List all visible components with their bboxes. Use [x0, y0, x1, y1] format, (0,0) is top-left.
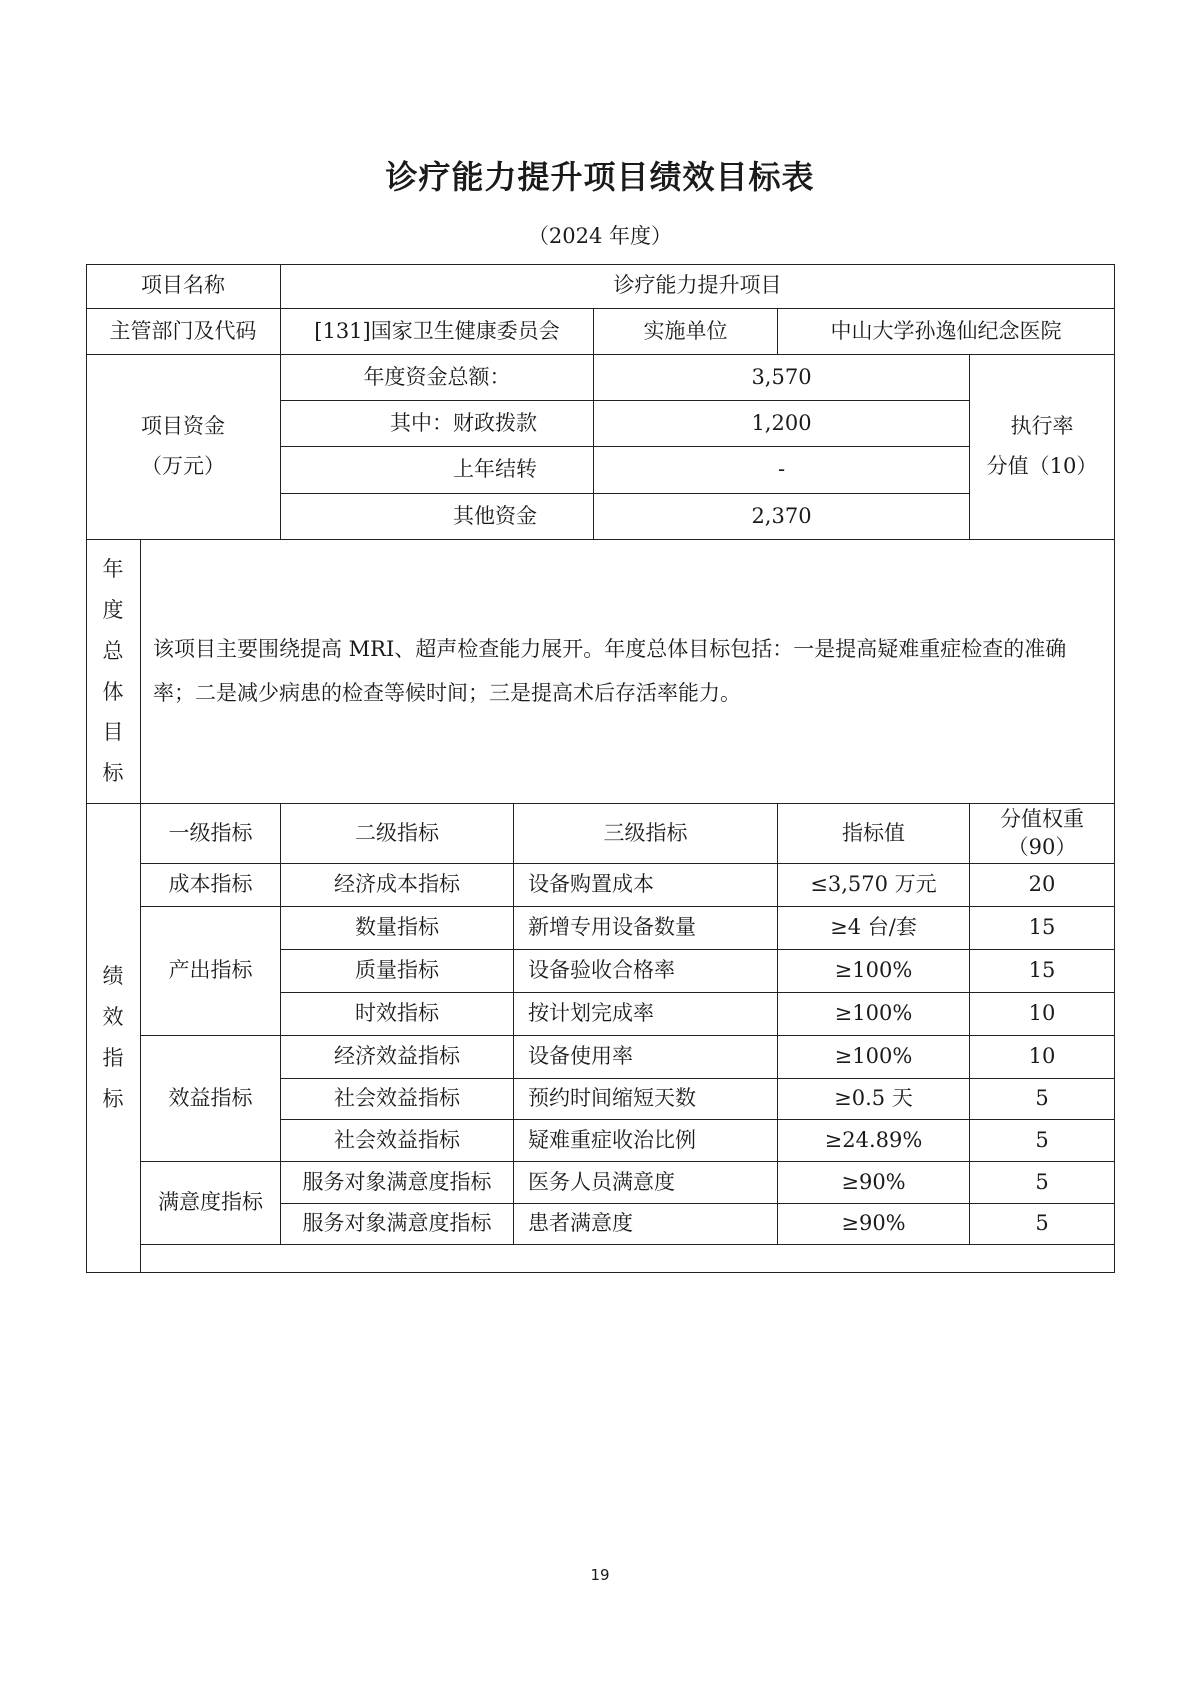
vertical-label-char: 标: [102, 1086, 124, 1111]
level2-cell: 数量指标: [281, 907, 514, 950]
level2-cell: 经济效益指标: [281, 1036, 514, 1079]
page-number: 19: [590, 1566, 610, 1584]
weight-cell: 5: [970, 1120, 1115, 1162]
level3-cell: 医务人员满意度: [514, 1162, 778, 1204]
level3-cell: 新增专用设备数量: [514, 907, 778, 950]
value-cell: ≥90%: [778, 1204, 970, 1245]
level3-cell: 预约时间缩短天数: [514, 1079, 778, 1120]
level2-cell: 经济成本指标: [281, 864, 514, 907]
vertical-label-char: 年: [102, 556, 124, 581]
funds-fiscal-label: 其中：财政拨款: [281, 401, 594, 447]
value-cell: ≤3,570 万元: [778, 864, 970, 907]
weight-cell: 20: [970, 864, 1115, 907]
level1-cell: 满意度指标: [141, 1162, 281, 1245]
value-cell: ≥24.89%: [778, 1120, 970, 1162]
level1-cell: 效益指标: [141, 1036, 281, 1162]
vertical-label-char: 目: [102, 720, 124, 745]
weight-cell: 5: [970, 1079, 1115, 1120]
funds-other-label: 其他资金: [281, 494, 594, 540]
unit-value: 中山大学孙逸仙纪念医院: [778, 309, 1115, 355]
funds-total-label: 年度资金总额：: [281, 355, 594, 401]
weight-cell: 5: [970, 1162, 1115, 1204]
execution-rate-cell: [970, 355, 1115, 540]
annual-goal-text: 该项目主要围绕提高 MRI、超声检查能力展开。年度总体目标包括：一是提高疑难重症检查的准确率；二是减少病患的检查等候时间；三是提高术后存活率能力。: [141, 540, 1115, 804]
header-weight-line1: 分值权重: [1000, 807, 1084, 832]
weight-cell: 15: [970, 950, 1115, 993]
execution-rate-line1: 执行率: [1010, 414, 1074, 439]
level2-cell: 社会效益指标: [281, 1120, 514, 1162]
level2-cell: 服务对象满意度指标: [281, 1204, 514, 1245]
header-value: 指标值: [778, 804, 970, 864]
value-cell: ≥100%: [778, 993, 970, 1036]
value-cell: ≥4 台/套: [778, 907, 970, 950]
level1-cell: 成本指标: [141, 864, 281, 907]
header-weight: [970, 804, 1115, 864]
level3-cell: 设备购置成本: [514, 864, 778, 907]
header-level1: 一级指标: [141, 804, 281, 864]
vertical-label-char: 总: [102, 638, 124, 663]
header-level3: 三级指标: [514, 804, 778, 864]
performance-target-table: [86, 264, 1115, 1273]
funds-label-line2: （万元）: [141, 454, 225, 478]
funds-carryover-value: -: [594, 447, 970, 494]
page-title: 诊疗能力提升项目绩效目标表: [385, 158, 815, 196]
level3-cell: 设备使用率: [514, 1036, 778, 1079]
dept-value: [131]国家卫生健康委员会: [281, 309, 594, 355]
level2-cell: 服务对象满意度指标: [281, 1162, 514, 1204]
dept-label: 主管部门及代码: [86, 309, 281, 355]
funds-fiscal-value: 1,200: [594, 401, 970, 447]
value-cell: ≥90%: [778, 1162, 970, 1204]
vertical-label-char: 指: [102, 1046, 124, 1070]
level2-cell: 时效指标: [281, 993, 514, 1036]
funds-label-line1: 项目资金: [141, 414, 225, 439]
unit-label: 实施单位: [594, 309, 778, 355]
weight-cell: 10: [970, 1036, 1115, 1079]
funds-total-value: 3,570: [594, 355, 970, 401]
weight-cell: 5: [970, 1204, 1115, 1245]
header-weight-line2: （90）: [1007, 834, 1077, 859]
vertical-label-char: 标: [102, 761, 124, 786]
funds-other-value: 2,370: [594, 494, 970, 540]
execution-rate-line2: 分值（10）: [986, 454, 1098, 478]
annual-goal-label: [86, 540, 141, 804]
funds-label: [86, 355, 281, 540]
value-cell: ≥0.5 天: [778, 1079, 970, 1120]
vertical-label-char: 绩: [102, 964, 124, 989]
vertical-label-char: 体: [102, 679, 124, 704]
weight-cell: 15: [970, 907, 1115, 950]
level2-cell: 社会效益指标: [281, 1079, 514, 1120]
value-cell: ≥100%: [778, 950, 970, 993]
weight-cell: 10: [970, 993, 1115, 1036]
vertical-label-char: 度: [102, 597, 124, 622]
level3-cell: 设备验收合格率: [514, 950, 778, 993]
level2-cell: 质量指标: [281, 950, 514, 993]
level3-cell: 按计划完成率: [514, 993, 778, 1036]
project-name-label: 项目名称: [86, 264, 281, 309]
value-cell: ≥100%: [778, 1036, 970, 1079]
fiscal-year: （2024 年度）: [527, 224, 673, 248]
level3-cell: 疑难重症收治比例: [514, 1120, 778, 1162]
level3-cell: 患者满意度: [514, 1204, 778, 1245]
level1-cell: 产出指标: [141, 907, 281, 1036]
vertical-label-char: 效: [102, 1005, 124, 1030]
header-level2: 二级指标: [281, 804, 514, 864]
performance-indicators-label: [86, 804, 141, 1273]
project-name-value: 诊疗能力提升项目: [281, 264, 1115, 309]
funds-carryover-label: 上年结转: [281, 447, 594, 494]
